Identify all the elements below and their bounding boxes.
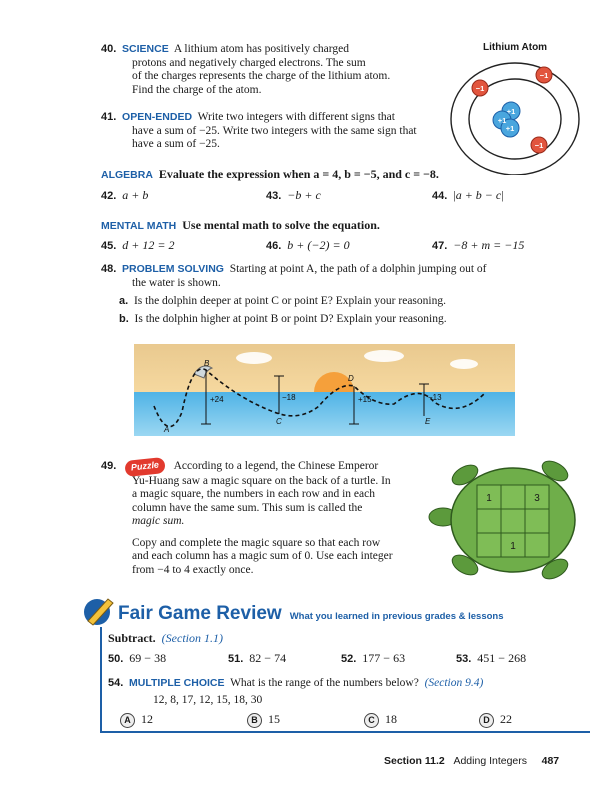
svg-text:B: B [204, 359, 210, 368]
puzzle-badge: Puzzle [124, 457, 165, 477]
svg-text:D: D [348, 374, 354, 383]
algebra-directions: ALGEBRA Evaluate the expression when a = 4, b = −5, and c = −8. [101, 167, 439, 181]
electron-label: −1 [539, 71, 549, 80]
page-number: 487 [541, 755, 560, 767]
svg-text:−18: −18 [282, 393, 296, 402]
exercise-43: 43. −b + c [266, 188, 321, 202]
exercise-number: 40. [101, 43, 117, 55]
exercise-51: 51. 82 − 74 [228, 651, 287, 665]
atom-title: Lithium Atom [483, 42, 548, 53]
exercise-53: 53. 451 − 268 [456, 651, 527, 665]
magic-square-cell: 1 [486, 493, 492, 504]
exercise-54: 54. MULTIPLE CHOICE What is the range of the numbers below? (Section 9.4) 12, 8, 17, 12, 15, 18, 30 [108, 677, 484, 706]
exercise-46: 46. b + (−2) = 0 [266, 238, 350, 252]
exercise-tag: SCIENCE [122, 43, 169, 55]
exercise-40: 40. SCIENCE A lithium atom has positively charged protons and negatively charged electrons. The sum of the charges represents the charge of the lithium atom. Find the charge of the atom. [101, 43, 391, 96]
fair-game-review-header: Fair Game Review What you learned in previous grades & lessons [118, 603, 504, 624]
svg-text:+24: +24 [210, 395, 224, 404]
magic-square-cell: 1 [510, 541, 516, 552]
pencil-logo-icon [82, 593, 116, 627]
choice-a[interactable]: A 12 [120, 712, 153, 728]
proton-label: +1 [506, 107, 516, 116]
exercise-48: 48. PROBLEM SOLVING Starting at point A, the path of a dolphin jumping out of the water is shown. a. Is the dolphin deeper at point C or point E? Explain your reasoning. b. Is the dolphin higher at point B or point D? Explain your reasoning. [101, 263, 487, 325]
svg-text:−13: −13 [428, 393, 442, 402]
svg-text:E: E [425, 417, 431, 426]
exercise-49: 49. Puzzle According to a legend, the Chinese Emperor Yu-Huang saw a magic square on the back of a turtle. In a magic square, the numbers in each row and in each column have the same sum. This sum is called the magic sum. Copy and complete the magic square so that each row and each column has a magic sum of 0. Use each integer from −4 to 4 exactly once. [101, 459, 393, 577]
proton-label: +1 [497, 116, 507, 125]
choice-b[interactable]: B 15 [247, 712, 280, 728]
exercise-47: 47. −8 + m = −15 [432, 238, 525, 252]
exercise-45: 45. d + 12 = 2 [101, 238, 175, 252]
svg-text:A: A [164, 425, 170, 434]
choice-c[interactable]: C 18 [364, 712, 397, 728]
exercise-44: 44. |a + b − c| [432, 188, 504, 202]
lithium-atom-diagram [440, 55, 590, 175]
electron-label: −1 [534, 141, 544, 150]
subtract-directions: Subtract. (Section 1.1) [108, 631, 223, 645]
exercise-41: 41. OPEN-ENDED Write two integers with different signs that have a sum of −25. Write two integers with the same sign that have a sum of −25. [101, 111, 417, 150]
mental-math-directions: MENTAL MATH Use mental math to solve the equation. [101, 218, 380, 232]
svg-text:C: C [276, 417, 282, 426]
turtle-illustration [425, 455, 595, 590]
magic-square-cell: 3 [534, 493, 540, 504]
exercise-50: 50. 69 − 38 [108, 651, 167, 665]
svg-text:+15: +15 [358, 395, 372, 404]
exercise-52: 52. 177 − 63 [341, 651, 406, 665]
page-footer: Section 11.2 Adding Integers 487 [384, 755, 560, 767]
choice-d[interactable]: D 22 [479, 712, 512, 728]
dolphin-path-illustration [134, 344, 515, 436]
electron-label: −1 [475, 84, 485, 93]
proton-label: +1 [505, 124, 515, 133]
exercise-42: 42. a + b [101, 188, 149, 202]
